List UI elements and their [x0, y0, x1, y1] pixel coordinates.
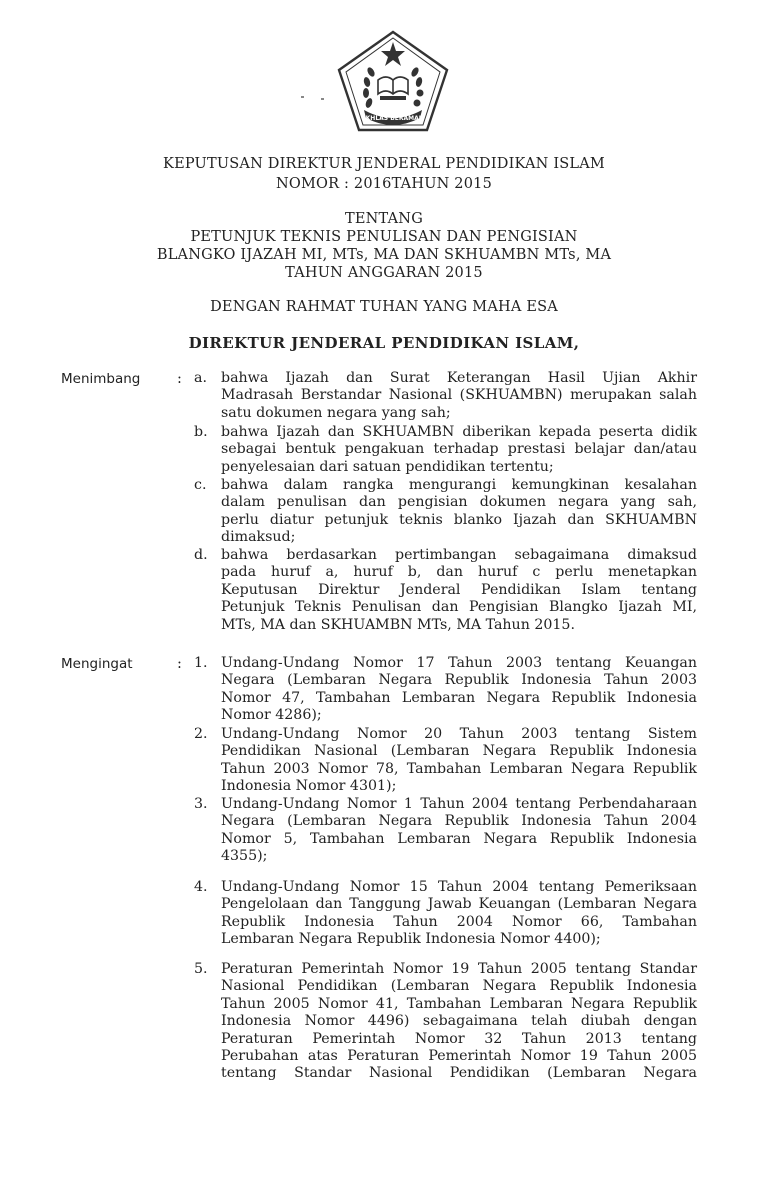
item-line: perlu diatur petunjuk teknis blanko Ijazah dan SKHUAMBN	[221, 511, 697, 528]
item-marker: 3.	[194, 796, 208, 812]
emblem-motto: IKHLAS BERAMAL	[363, 115, 423, 122]
mengingat-item-3	[194, 796, 697, 866]
item-line: Nomor 5, Tambahan Lembaran Negara Republik Indonesia	[221, 830, 697, 847]
item-line: Nomor 47, Tambahan Lembaran Negara Republik Indonesia	[221, 689, 697, 706]
item-line: penyelesaian dari satuan pendidikan tertentu;	[221, 458, 554, 475]
item-line: Negara (Lembaran Negara Republik Indonesia Tahun 2004	[221, 813, 697, 830]
mengingat-item-4	[194, 879, 697, 949]
item-line: Undang-Undang Nomor 20 Tahun 2003 tentang Sistem	[221, 726, 697, 742]
subject-line-3: TAHUN ANGGARAN 2015	[285, 265, 483, 281]
issuer-heading: DIREKTUR JENDERAL PENDIDIKAN ISLAM,	[188, 334, 580, 352]
item-line: Tahun 2003 Nomor 78, Tambahan Lembaran Negara Republik	[221, 760, 697, 777]
invocation: DENGAN RAHMAT TUHAN YANG MAHA ESA	[210, 299, 558, 315]
mengingat-item-2	[194, 726, 697, 796]
item-line: MTs, MA dan SKHUAMBN MTs, MA Tahun 2015.	[221, 616, 575, 633]
item-line: Petunjuk Teknis Penulisan dan Pengisian Blangko Ijazah MI,	[221, 599, 697, 616]
mengingat-colon: :	[177, 656, 182, 672]
decree-number: NOMOR : 2016TAHUN 2015	[275, 176, 493, 192]
menimbang-item-c	[194, 477, 697, 547]
item-line: Undang-Undang Nomor 17 Tahun 2003 tentang Keuangan	[221, 655, 697, 671]
item-line: Peraturan Pemerintah Nomor 32 Tahun 2013 tentang	[221, 1030, 697, 1047]
item-line: Pengelolaan dan Tanggung Jawab Keuangan (Lembaran Negara	[221, 896, 697, 913]
item-line: Peraturan Pemerintah Nomor 19 Tahun 2005 tentang Standar	[221, 961, 697, 977]
item-line: bahwa dalam rangka mengurangi kemungkinan kesalahan	[221, 477, 697, 493]
menimbang-item-a	[194, 370, 697, 422]
menimbang-item-b	[194, 424, 697, 476]
item-line: satu dokumen negara yang sah;	[221, 404, 451, 421]
item-line: dalam penulisan dan pengisian dokumen negara yang sah,	[221, 494, 697, 511]
item-line: Perubahan atas Peraturan Pemerintah Nomor 19 Tahun 2005	[221, 1048, 697, 1065]
item-line: Undang-Undang Nomor 15 Tahun 2004 tentang Pemeriksaan	[221, 879, 697, 895]
item-line: sebagai bentuk pengakuan terhadap prestasi belajar dan/atau	[221, 441, 697, 458]
item-line: bahwa berdasarkan pertimbangan sebagaimana dimaksud	[221, 547, 697, 563]
item-marker: 4.	[194, 879, 208, 895]
item-line: tentang Standar Nasional Pendidikan (Lembaran Negara	[221, 1065, 697, 1082]
decree-title: KEPUTUSAN DIREKTUR JENDERAL PENDIDIKAN ISLAM	[163, 156, 605, 172]
item-marker: 2.	[194, 726, 208, 742]
item-line: bahwa Ijazah dan Surat Keterangan Hasil Ujian Akhir	[221, 370, 697, 386]
item-line: Indonesia Nomor 4301);	[221, 778, 397, 795]
item-line: Nomor 4286);	[221, 707, 322, 724]
menimbang-item-d	[194, 547, 697, 634]
menimbang-colon: :	[177, 371, 182, 387]
subject-line-1: PETUNJUK TEKNIS PENULISAN DAN PENGISIAN	[190, 229, 578, 245]
item-line: Negara (Lembaran Negara Republik Indonesia Tahun 2003	[221, 672, 697, 689]
item-line: Nasional Pendidikan (Lembaran Negara Republik Indonesia	[221, 978, 697, 995]
subject-line-2: BLANGKO IJAZAH MI, MTs, MA DAN SKHUAMBN MTs, MA	[156, 247, 612, 263]
mengingat-label: Mengingat	[61, 656, 133, 672]
item-line: Lembaran Negara Republik Indonesia Nomor 4400);	[221, 931, 601, 948]
mengingat-item-5	[194, 961, 697, 1083]
item-line: Madrasah Berstandar Nasional (SKHUAMBN) merupakan salah	[221, 387, 697, 404]
item-line: Keputusan Direktur Jenderal Pendidikan Islam tentang	[221, 581, 697, 598]
item-line: Tahun 2005 Nomor 41, Tambahan Lembaran Negara Republik	[221, 995, 697, 1012]
mengingat-item-1	[194, 655, 697, 725]
item-line: Pendidikan Nasional (Lembaran Negara Republik Indonesia	[221, 743, 697, 760]
item-line: bahwa Ijazah dan SKHUAMBN diberikan kepada peserta didik	[221, 424, 697, 440]
scan-speck	[321, 98, 324, 100]
about-label: TENTANG	[345, 211, 423, 227]
item-marker: a.	[194, 370, 207, 386]
menimbang-label: Menimbang	[61, 371, 141, 387]
item-marker: c.	[194, 477, 207, 493]
item-marker: d.	[194, 547, 208, 563]
item-line: 4355);	[221, 848, 268, 865]
item-marker: 1.	[194, 655, 208, 671]
item-line: pada huruf a, huruf b, dan huruf c perlu menetapkan	[221, 564, 697, 581]
item-marker: b.	[194, 424, 208, 440]
item-line: Indonesia Nomor 4496) sebagaimana telah diubah dengan	[221, 1013, 697, 1030]
item-marker: 5.	[194, 961, 208, 977]
kementerian-agama-emblem	[334, 30, 452, 134]
item-line: Republik Indonesia Tahun 2004 Nomor 66, Tambahan	[221, 913, 697, 930]
scan-speck	[301, 96, 304, 98]
item-line: Undang-Undang Nomor 1 Tahun 2004 tentang Perbendaharaan	[221, 796, 697, 812]
item-line: dimaksud;	[221, 529, 296, 546]
